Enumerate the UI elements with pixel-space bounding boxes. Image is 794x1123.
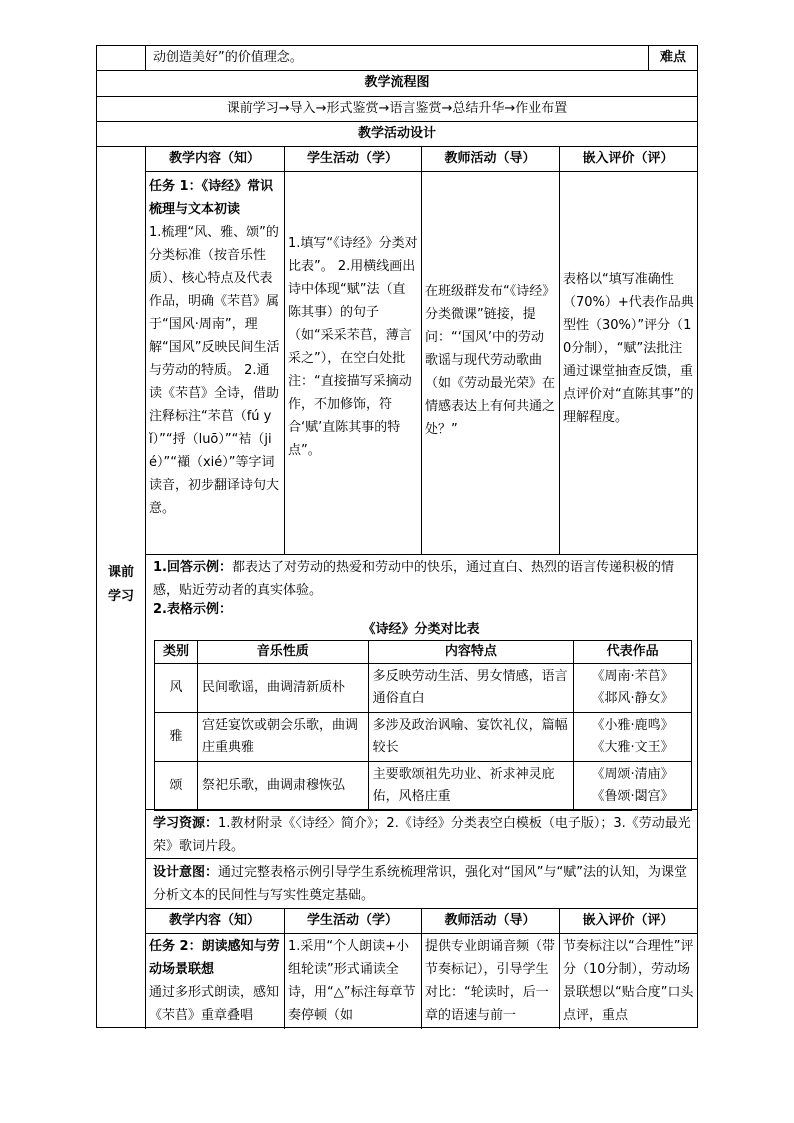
table-row: 雅 宫廷宴饮或朝会乐歌，曲调庄重典雅 多涉及政治讽喻、宴饮礼仪，篇幅较长 《小雅·鹿鸣》 《大雅·文王》	[155, 713, 692, 762]
header-teacher: 教师活动（导）	[444, 151, 536, 166]
task1-content-cell	[149, 175, 281, 520]
table-row: 风 民间歌谣，曲调清新质朴 多反映劳动生活、男女情感，语言通俗直白 《周南·芣苢》 《邶风·静女》	[155, 664, 692, 713]
flow-heading: 教学流程图	[364, 75, 430, 90]
header-eval-2: 嵌入评价（评）	[582, 913, 674, 928]
flow-steps: 课前学习→导入→形式鉴赏→语言鉴赏→总结升华→作业布置	[226, 101, 568, 116]
header-student: 学生活动（学）	[306, 151, 398, 166]
header-content: 教学内容（知）	[168, 151, 260, 166]
activity-heading: 教学活动设计	[357, 126, 436, 141]
side-label: 课前学习	[108, 565, 135, 604]
header-eval: 嵌入评价（评）	[582, 151, 674, 166]
task1-eval: 表格以“填写准确性（70%）+代表作品典型性（30%）”评分（10分制），“赋”法批注通过课堂抽查反馈，重点评价对“直陈其事”的理解程度。	[563, 272, 694, 425]
answer-example: 1.回答示例：都表达了对劳动的热爱和劳动中的快乐，通过直白、热烈的语言传递积极的情感，贴近劳动者的真实体验。	[153, 560, 674, 598]
design-intent: 设计意图：通过完整表格示例引导学生系统梳理常识，强化对“国风”与“赋”法的认知，为课堂分析文本的民间性与写实性奠定基础。	[153, 865, 687, 903]
header-teacher-2: 教师活动（导）	[444, 913, 536, 928]
task2-teacher: 提供专业朗诵音频（带节奏标记），引导学生对比：“轮读时，后一章的语速与前一	[425, 939, 556, 1023]
table-example-label: 2.表格示例：	[153, 602, 232, 617]
task2-content: 通过多形式朗读，感知《芣苢》重章叠唱	[149, 985, 280, 1023]
table-header-works: 代表作品	[574, 641, 692, 664]
task2-content-cell	[149, 935, 281, 1027]
table-header-music: 音乐性质	[197, 641, 368, 664]
table-header-content: 内容特点	[368, 641, 574, 664]
task2-title: 任务 2：朗读感知与劳动场景联想	[149, 939, 280, 977]
learning-resources: 学习资源：1.教材附录《〈诗经〉简介》；2.《诗经》分类表空白模板（电子版）；3.《劳动最光荣》歌词片段。	[153, 816, 691, 854]
header-content-2: 教学内容（知）	[168, 913, 260, 928]
table-header-category: 类别	[155, 641, 198, 664]
task2-eval: 节奏标注以“合理性”评分（10分制），劳动场景联想以“贴合度”口头点评，重点	[563, 939, 694, 1023]
lesson-plan-table	[96, 45, 698, 1028]
difficulty-label: 难点	[659, 50, 686, 65]
task1-content: 1.梳理“风、雅、颂”的分类标准（按音乐性质）、核心特点及代表作品，明确《芣苢》属于“国风·周南”，理解“国风”反映民间生活与劳动的特质。 2.通读《芣苢》全诗，借助注释标注“芣苢（fú yǐ）”“捋（luō）”“袺（jié）”“襭（xié）”等字词读音，初步翻译诗句大意。	[149, 225, 280, 516]
table-row: 颂 祭祀乐歌，曲调肃穆恢弘 主要歌颂祖先功业、祈求神灵庇佑，风格庄重 《周颂·清庙》 《鲁颂·閟宫》	[155, 762, 692, 811]
task1-student: 1.填写“《诗经》分类对比表”。 2.用横线画出诗中体现“赋”法（直陈其事）的句子（如“采采芣苢，薄言采之”），在空白处批注：“直接描写采摘动作，不加修饰，符合‘赋’直陈其事的特点”。	[288, 236, 418, 458]
classification-table-title: 《诗经》分类对比表	[362, 622, 480, 637]
top-row-text: 动创造美好”的价值理念。	[153, 50, 303, 65]
task1-title: 任务 1：《诗经》常识梳理与文本初读	[149, 179, 274, 217]
task2-student: 1.采用“个人朗读+小组轮读”形式诵读全诗，用“△”标注每章节奏停顿（如	[288, 939, 416, 1023]
task1-teacher: 在班级群发布“《诗经》分类微课”链接，提问：“‘国风’中的劳动歌谣与现代劳动歌曲（如《劳动最光荣》在情感表达上有何共通之处？”	[425, 284, 556, 437]
classification-table	[154, 640, 692, 811]
header-student-2: 学生活动（学）	[306, 913, 398, 928]
